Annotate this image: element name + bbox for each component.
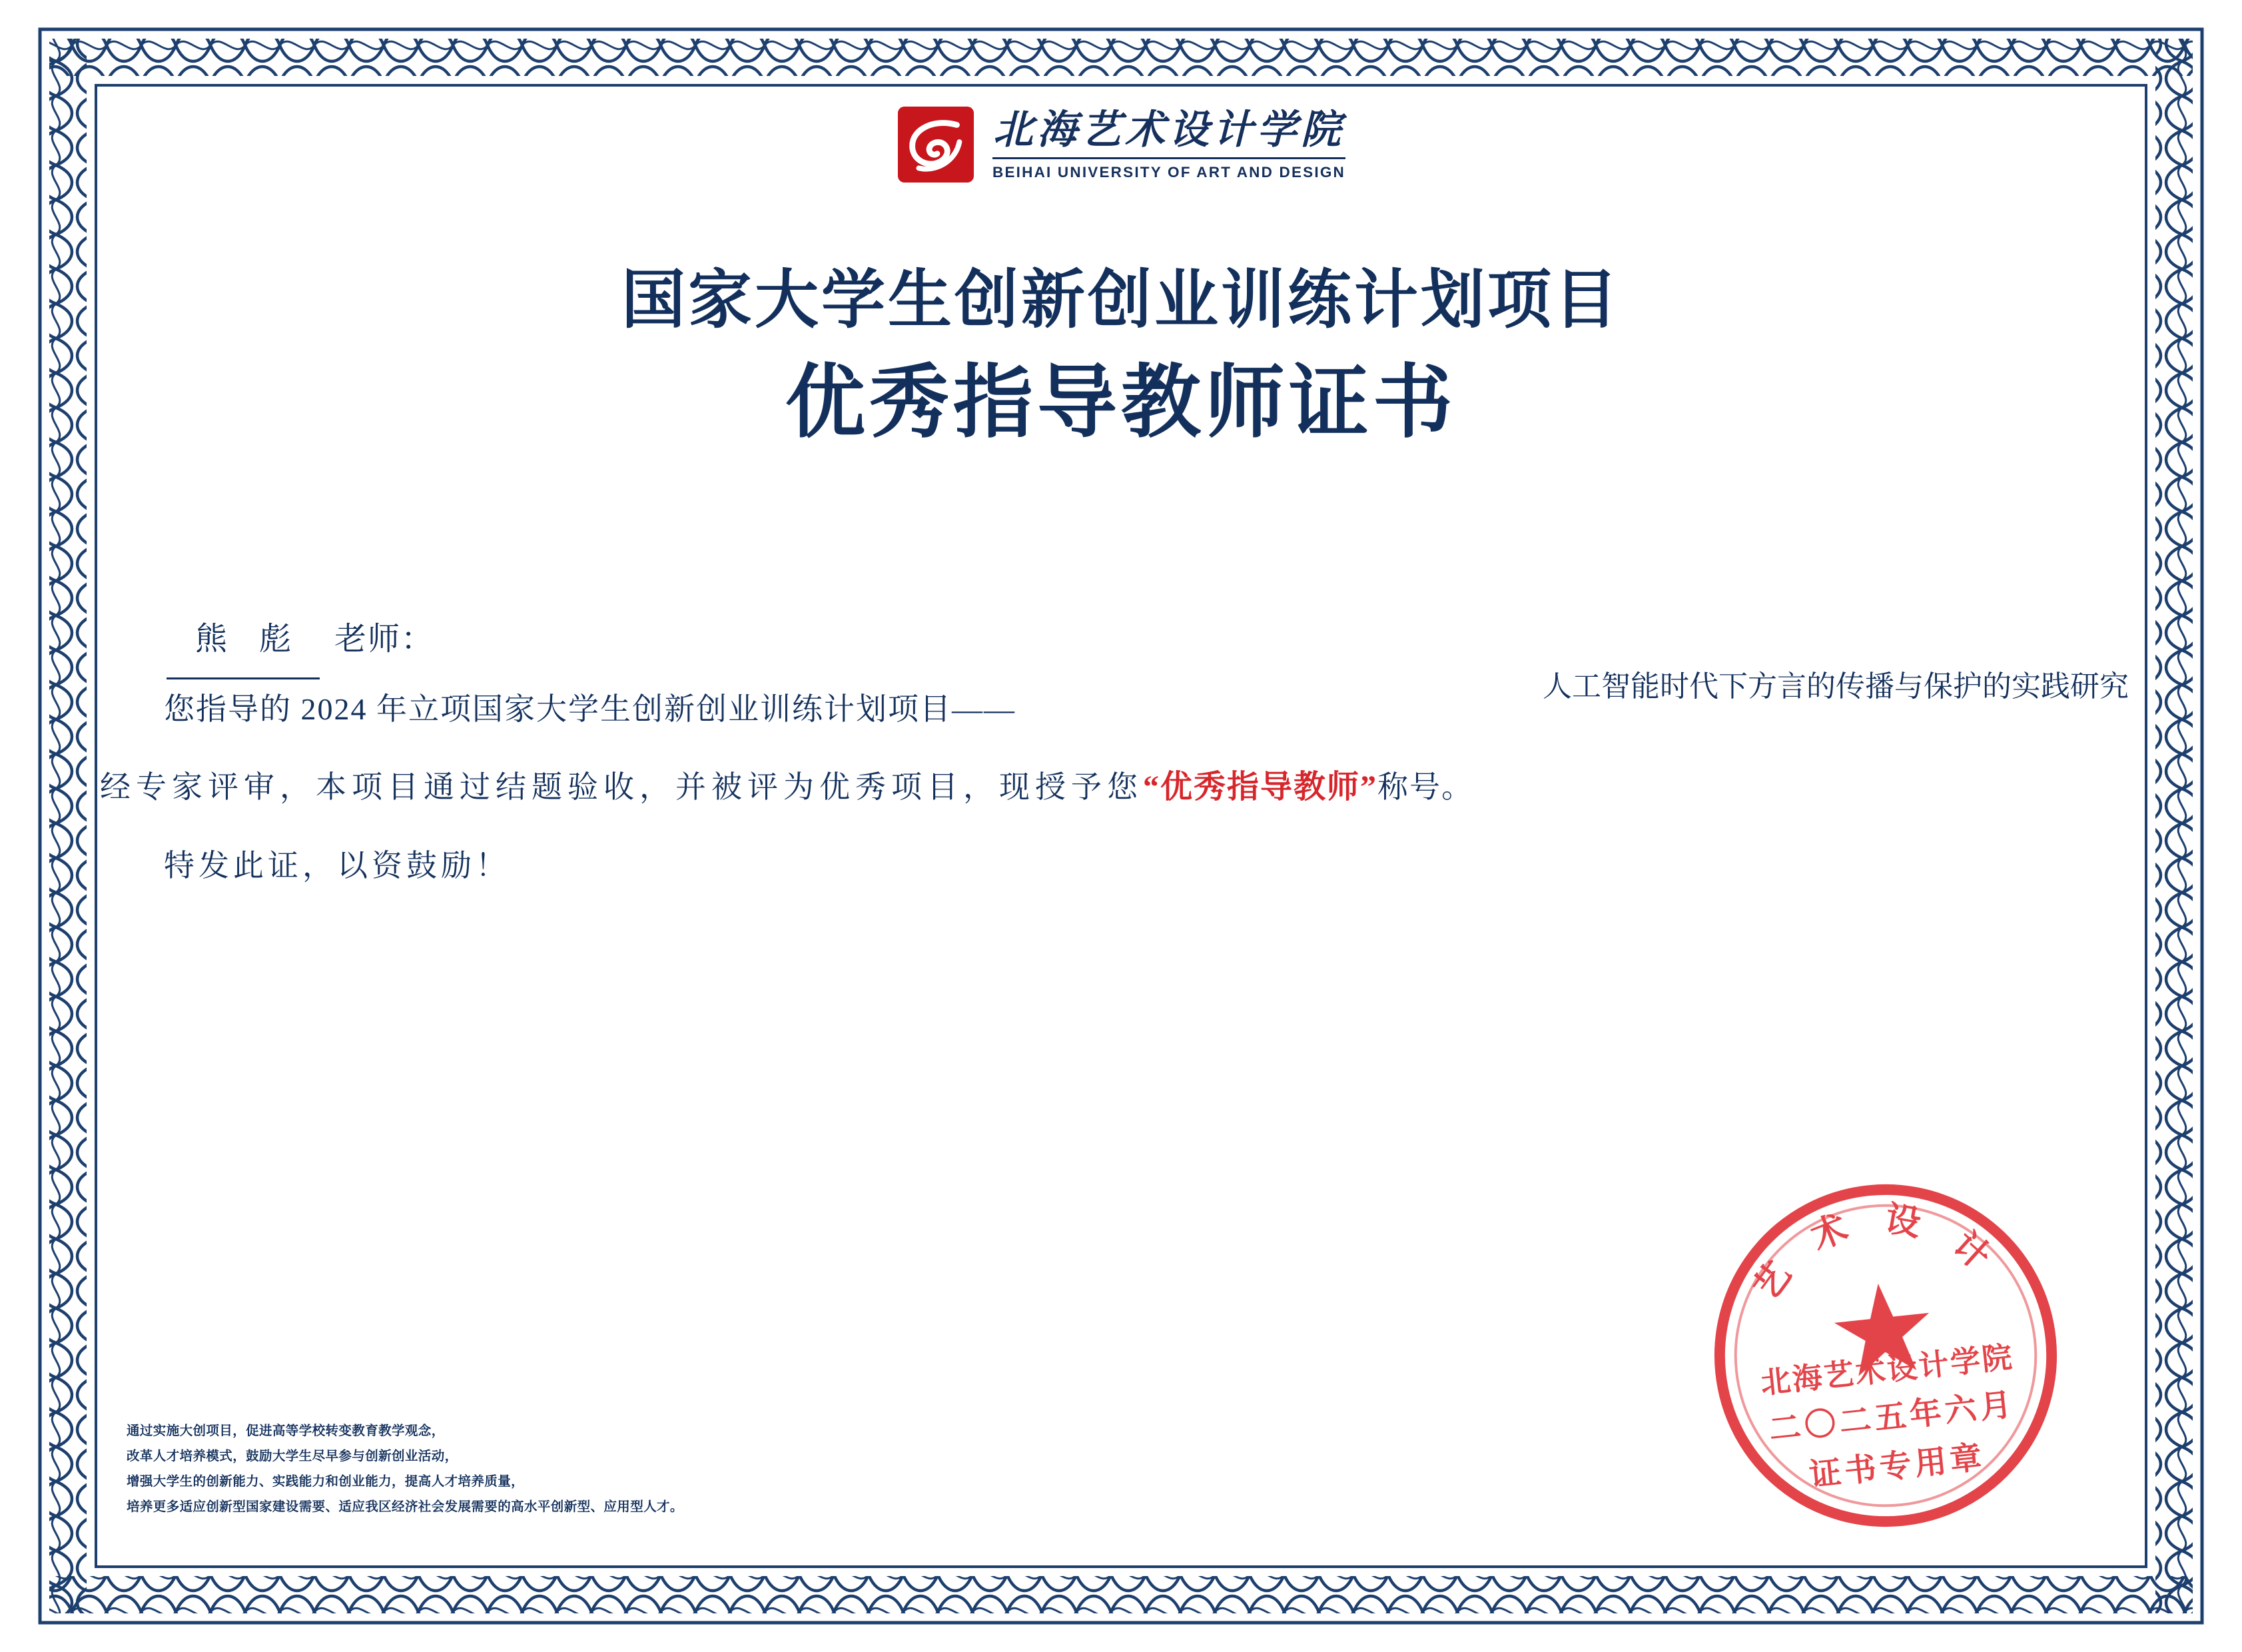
title-line-1: 国家大学生创新创业训练计划项目	[621, 264, 1621, 336]
logo-divider	[992, 157, 1345, 159]
body-line-2	[100, 756, 2142, 819]
footnote-line: 改革人才培养模式，鼓励大学生尽早参与创新创业活动，	[127, 1449, 458, 1463]
certificate-content	[100, 73, 2142, 1579]
institution-logo-block	[100, 105, 2142, 184]
svg-text:证书专用章: 证书专用章	[1807, 1440, 1988, 1493]
svg-text:北海艺术设计学院: 北海艺术设计学院	[1758, 1340, 2016, 1400]
footnote-line: 增强大学生的创新能力、实践能力和创业能力，提高人才培养质量，	[127, 1474, 525, 1489]
institution-name-block	[992, 108, 1345, 181]
title-line-2: 优秀指导教师证书	[785, 358, 1457, 447]
footnote-block	[127, 1419, 683, 1520]
svg-text:二〇二五年六月: 二〇二五年六月	[1767, 1386, 2017, 1448]
body-line-1: 您指导的 2024 年立项国家大学生创新创业训练计划项目——	[164, 691, 1016, 726]
certificate-body	[100, 608, 2142, 896]
body-line-2-lead: 经专家评审，本项目通过结题验收，并被评为优秀项目，现授予您	[100, 770, 1143, 805]
institution-name-en: BEIHAI UNIVERSITY OF ART AND DESIGN	[992, 164, 1345, 181]
swirl-wave-logo-icon	[897, 105, 975, 184]
certificate-title	[100, 260, 2142, 455]
red-official-seal-icon	[1692, 1162, 2079, 1549]
body-paragraph	[100, 669, 2142, 896]
body-line-2-tail: 称号。	[1377, 770, 1474, 805]
footnote-line: 通过实施大创项目，促进高等学校转变教育教学观念，	[127, 1424, 445, 1438]
salutation-suffix: 老师：	[334, 621, 435, 657]
footnote-line: 培养更多适应创新型国家建设需要、适应我区经济社会发展需要的高水平创新型、应用型人才。	[127, 1499, 683, 1514]
honor-title-label: “优秀指导教师”	[1143, 769, 1378, 805]
institution-name-cn: 北海艺术设计学院	[993, 108, 1345, 152]
body-line-3: 特发此证，以资鼓励！	[164, 848, 510, 883]
project-title: 人工智能时代下方言的传播与保护的实践研究	[1543, 669, 2129, 703]
recipient-name: 熊 彪	[167, 608, 320, 679]
svg-text:艺 术 设 计: 艺 术 设 计	[1746, 1199, 2007, 1307]
